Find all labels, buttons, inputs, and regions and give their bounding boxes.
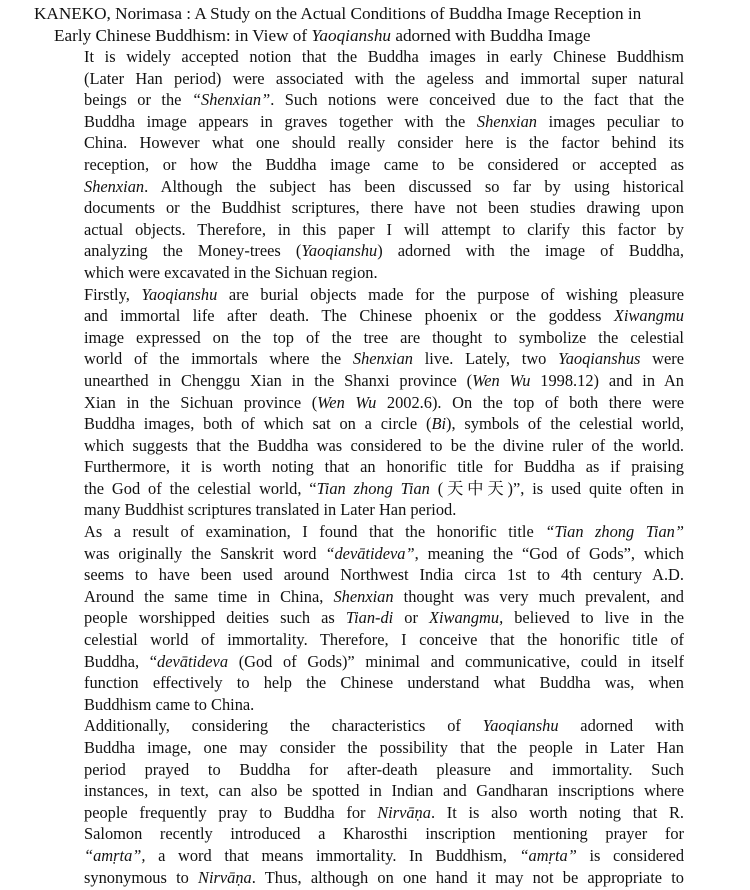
text-run: thought was very much prevalent, and [393, 586, 684, 606]
text-line [66, 197, 684, 219]
text-line [66, 435, 684, 457]
text-run: or [393, 608, 429, 628]
text-run: are burial objects made for the purpose of wishing pleasure [217, 284, 684, 304]
text-run: Buddhism came to China. [84, 694, 255, 714]
text-run: image expressed on the top of the tree are thought to symbolize the celestial [84, 327, 684, 347]
italic-term: devātideva [157, 651, 229, 671]
text-run: Buddha, “ [84, 651, 158, 671]
text-run: . Such notions were conceived due to the fact that the [270, 90, 684, 110]
text-line [66, 499, 684, 521]
text-run: . Although the subject has been discussed so far by using historical [144, 176, 684, 196]
text-line [66, 823, 684, 845]
italic-term: Xiwangmu [613, 306, 684, 326]
text-line [66, 111, 684, 133]
text-run: It is widely accepted notion that the Buddha images in early Chinese Buddhism [84, 47, 684, 66]
text-run: reception, or how the Buddha image came to be considered or accepted as [84, 154, 684, 174]
text-run: Buddha image appears in graves together with the [84, 111, 477, 131]
text-run: , meaning the “God of Gods”, which [414, 543, 684, 563]
paper-title [34, 3, 734, 46]
text-line [66, 521, 684, 543]
text-run: which were excavated in the Sichuan region. [84, 262, 378, 282]
italic-term: “amṛta” [519, 845, 577, 865]
text-line [66, 802, 684, 824]
text-line [66, 154, 684, 176]
italic-term: Nirvāṇa [377, 802, 431, 822]
text-run: Firstly, [84, 284, 142, 304]
italic-term: “Tian zhong Tian” [545, 522, 684, 542]
text-run: Salomon recently introduced a Kharosthi inscription mentioning prayer for [84, 824, 684, 844]
text-line [66, 370, 684, 392]
text-run: ) adorned with the image of Buddha, [377, 241, 684, 261]
text-run: and immortal life after death. The Chinese phoenix or the goddess [84, 306, 614, 326]
title-line-1: KANEKO, Norimasa : A Study on the Actual Conditions of Buddha Image Reception in [34, 4, 642, 23]
text-line [66, 478, 684, 500]
text-run: a word that means immortality. In Buddhism, [145, 845, 520, 865]
title-line-2: Early Chinese Buddhism: in View of Yaoqianshu adorned with Buddha Image [54, 25, 591, 45]
italic-term: Shenxian [84, 176, 145, 196]
text-run: were [640, 349, 684, 369]
text-line [66, 715, 684, 737]
italic-term: Wen Wu [317, 392, 377, 412]
text-line [66, 607, 684, 629]
text-line [66, 694, 684, 716]
text-line [66, 845, 684, 867]
italic-term: Shenxian [476, 111, 537, 131]
text-run: the God of the celestial world, “ [84, 478, 317, 498]
italic-term: Shenxian [333, 586, 394, 606]
italic-term: Bi [431, 414, 447, 434]
italic-term: Nirvāṇa [198, 867, 252, 887]
text-run: unearthed in Chenggu Xian in the Shanxi province ( [84, 370, 473, 390]
text-run: (天中天)”, is used quite often in [429, 478, 684, 498]
text-run: China. However what one should really consider here is the factor behind its [84, 133, 684, 153]
text-line [66, 68, 684, 90]
italic-term: Xiwangmu, [428, 608, 504, 628]
italic-term: Tian-di [345, 608, 394, 628]
text-run: was originally the Sanskrit word [84, 543, 326, 563]
text-run: analyzing the Money-trees ( [84, 241, 302, 261]
text-run: ), symbols of the celestial world, [446, 414, 685, 434]
text-line [66, 46, 684, 68]
text-run: Buddha images, both of which sat on a circle ( [84, 414, 432, 434]
text-line [66, 219, 684, 241]
text-run: Additionally, considering the characteristics of [84, 716, 483, 736]
text-line [66, 672, 684, 694]
text-run: which suggests that the Buddha was considered to be the divine ruler of the world. [84, 435, 684, 455]
text-run: (Later Han period) were associated with the ageless and immortal super natural [84, 68, 684, 88]
text-line [66, 651, 684, 673]
text-run: live. Lately, two [412, 349, 559, 369]
text-run: people worshipped deities such as [84, 608, 346, 628]
text-run: Furthermore, it is worth noting that an honorific title for Buddha as if praising [84, 457, 684, 477]
text-run: 1998.12) and in An [530, 370, 684, 390]
text-line [66, 629, 684, 651]
paragraph [66, 521, 684, 715]
text-run: beings or the [84, 90, 192, 110]
text-line [66, 305, 684, 327]
text-run: is considered [576, 845, 685, 865]
text-line [66, 737, 684, 759]
text-run: . Thus, although on one hand it may not be appropriate to [251, 867, 684, 887]
text-run: many Buddhist scriptures translated in Later Han period. [84, 500, 457, 520]
italic-term: Yaoqianshu [141, 284, 218, 304]
text-run: believed to live in the [503, 608, 685, 628]
paragraph [66, 284, 684, 522]
text-line [66, 176, 684, 198]
paragraph [66, 46, 684, 284]
italic-term: Yaoqianshus [558, 349, 641, 369]
text-line [66, 586, 684, 608]
italic-term: Wen Wu [472, 370, 531, 390]
text-line [66, 262, 684, 284]
text-run: synonymous to [84, 867, 199, 887]
paragraph [66, 715, 684, 888]
italic-term: “Shenxian” [191, 90, 271, 110]
text-line [66, 132, 684, 154]
text-run: 2002.6). On the top of both there were [376, 392, 684, 412]
text-run: Xian in the Sichuan province ( [84, 392, 318, 412]
text-run: As a result of examination, I found that the honorific title [84, 522, 546, 542]
text-run: Around the same time in China, [84, 586, 334, 606]
text-line [66, 240, 684, 262]
text-line [66, 327, 684, 349]
italic-term: Yaoqianshu [482, 716, 559, 736]
text-line [66, 413, 684, 435]
text-run: adorned with [558, 716, 684, 736]
text-line [66, 348, 684, 370]
text-line [66, 564, 684, 586]
text-line [66, 759, 684, 781]
text-run: seems to have been used around Northwest India circa 1st to 4th century A.D. [84, 565, 684, 585]
italic-term: Shenxian [352, 349, 413, 369]
italic-term: “devātideva” [325, 543, 415, 563]
italic-term: “amṛta”, [84, 845, 146, 865]
text-line [66, 543, 684, 565]
text-line [66, 89, 684, 111]
text-run: celestial world of immortality. Therefore, I conceive that the honorific title of [84, 630, 684, 650]
text-run: (God of Gods)” minimal and communicative, could in itself [228, 651, 684, 671]
text-run: documents or the Buddhist scriptures, there have not been studies drawing upon [84, 198, 684, 218]
text-run: period prayed to Buddha for after-death pleasure and immortality. Such [84, 759, 684, 779]
text-run: instances, in text, can also be spotted in Indian and Gandharan inscriptions where [84, 781, 684, 801]
abstract-body [66, 46, 684, 888]
text-line [66, 284, 684, 306]
text-line [66, 392, 684, 414]
text-run: people frequently pray to Buddha for [84, 802, 378, 822]
text-run: world of the immortals where the [84, 349, 353, 369]
text-run: . It is also worth noting that R. [430, 802, 684, 822]
text-line [66, 780, 684, 802]
text-run: images peculiar to [537, 111, 684, 131]
text-line [66, 456, 684, 478]
text-run: Buddha image, one may consider the possibility that the people in Later Han [84, 738, 684, 757]
italic-term: Tian zhong Tian [316, 478, 430, 498]
text-run: actual objects. Therefore, in this paper I will attempt to clarify this factor by [84, 219, 684, 239]
italic-term: Yaoqianshu [301, 241, 378, 261]
text-line [66, 867, 684, 889]
text-run: function effectively to help the Chinese understand what Buddha was, when [84, 673, 684, 693]
